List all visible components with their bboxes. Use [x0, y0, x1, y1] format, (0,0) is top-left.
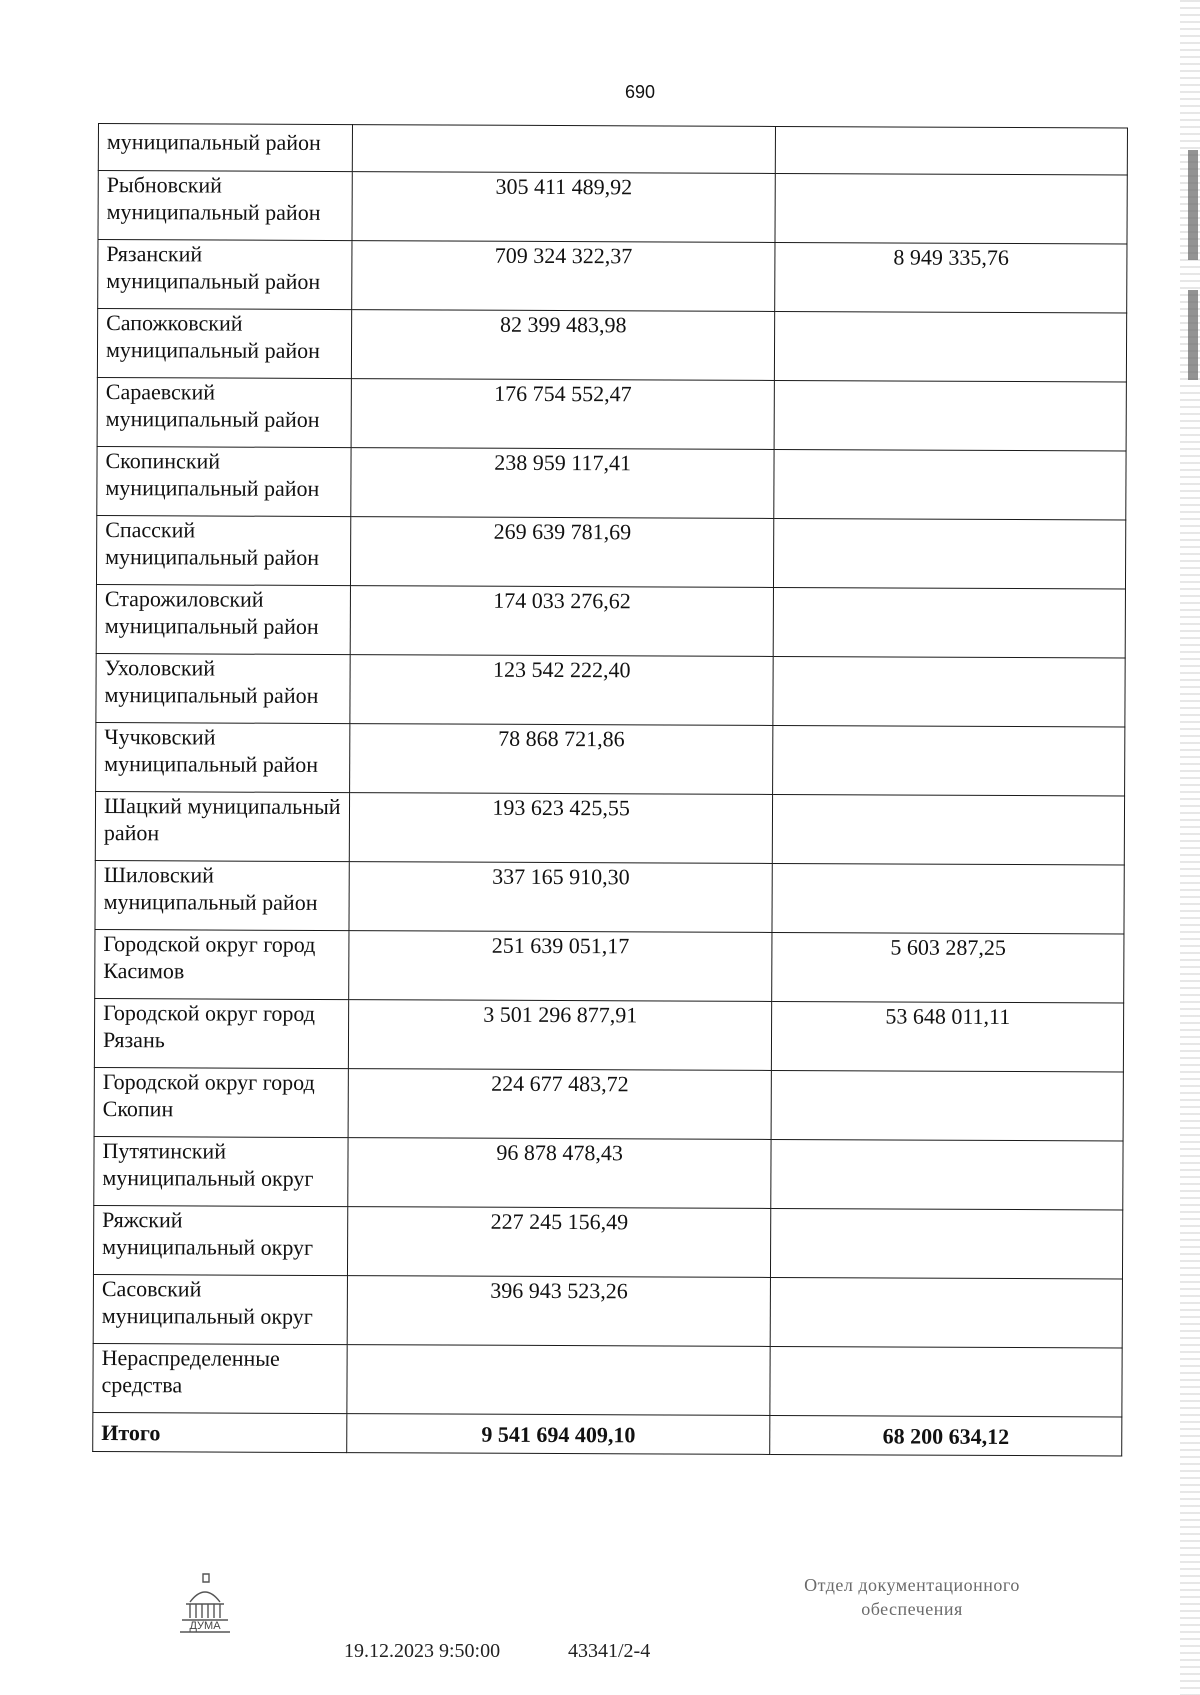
- table-row: [93, 1343, 1122, 1416]
- total-row: [93, 1412, 1122, 1455]
- municipality-name: Сапожковский муниципальный район: [97, 309, 351, 379]
- municipality-name: Ряжский муниципальный округ: [93, 1205, 347, 1275]
- amount-col3: [773, 725, 1125, 796]
- municipality-name: муниципальный район: [98, 124, 352, 172]
- amount-col2: 78 868 721,86: [349, 724, 773, 795]
- table-row: [95, 791, 1124, 864]
- amount-col3: [771, 1139, 1123, 1210]
- amount-col3: [773, 794, 1125, 865]
- amount-col3: [771, 1070, 1123, 1141]
- amount-col3: [774, 449, 1126, 520]
- scan-edge-mark: [1188, 290, 1198, 380]
- municipality-name: Городской округ город Скопин: [94, 1067, 348, 1137]
- amount-col2: 305 411 489,92: [352, 172, 776, 243]
- municipality-name: Шацкий муниципальный район: [95, 791, 349, 861]
- budget-table: [92, 123, 1128, 1456]
- table-row: [97, 377, 1126, 450]
- table-row: [93, 1274, 1122, 1347]
- stamp-line-2: обеспечения: [861, 1599, 963, 1619]
- table-row: [97, 309, 1126, 382]
- footer-reg-number: 43341/2-4: [568, 1640, 651, 1662]
- municipality-name: Сараевский муниципальный район: [97, 377, 351, 447]
- amount-col2: 224 677 483,72: [348, 1069, 772, 1140]
- amount-col3: [776, 126, 1128, 175]
- table-row: [98, 240, 1127, 313]
- total-label: Итого: [93, 1412, 347, 1452]
- scan-edge-mark: [1188, 150, 1198, 260]
- amount-col2: 238 959 117,41: [351, 448, 775, 519]
- municipality-name: Чучковский муниципальный район: [96, 722, 350, 792]
- amount-col2: 123 542 222,40: [350, 655, 774, 726]
- municipality-name: Рязанский муниципальный район: [98, 240, 352, 310]
- total-col2: 9 541 694 409,10: [347, 1414, 771, 1455]
- amount-col3: [774, 518, 1126, 589]
- table-row: [96, 515, 1125, 588]
- municipality-name: Сасовский муниципальный округ: [93, 1274, 347, 1344]
- municipality-name: Нераспределенные средства: [93, 1343, 347, 1413]
- amount-col2: 176 754 552,47: [351, 379, 775, 450]
- amount-col3: [770, 1346, 1122, 1417]
- amount-col2: 396 943 523,26: [347, 1276, 771, 1347]
- page-number: 690: [624, 82, 656, 102]
- amount-col2: 709 324 322,37: [352, 241, 776, 312]
- amount-col2: 337 165 910,30: [349, 862, 773, 933]
- municipality-name: Скопинский муниципальный район: [97, 446, 351, 516]
- amount-col3: [772, 863, 1124, 934]
- municipality-name: Спасский муниципальный район: [96, 515, 350, 585]
- amount-col2: [347, 1345, 771, 1416]
- amount-col2: 96 878 478,43: [348, 1138, 772, 1209]
- footer-date: 19.12.2023 9:50:00: [344, 1640, 501, 1662]
- amount-col2: 227 245 156,49: [347, 1207, 771, 1278]
- municipality-name: Ухоловский муниципальный район: [96, 653, 350, 723]
- amount-col3: [774, 587, 1126, 658]
- amount-col2: 82 399 483,98: [351, 310, 775, 381]
- amount-col3: 8 949 335,76: [775, 242, 1127, 313]
- amount-col3: [774, 380, 1126, 451]
- amount-col2: 269 639 781,69: [350, 517, 774, 588]
- amount-col2: 193 623 425,55: [349, 793, 773, 864]
- budget-table-body: [93, 124, 1128, 1456]
- amount-col3: 5 603 287,25: [772, 932, 1124, 1003]
- table-row: [93, 1205, 1122, 1278]
- stamp-line-1: Отдел документационного: [804, 1575, 1020, 1595]
- table-row: [98, 171, 1127, 244]
- table-row: [94, 998, 1123, 1071]
- amount-col2: 174 033 276,62: [350, 586, 774, 657]
- amount-col3: [771, 1277, 1123, 1348]
- amount-col2: 3 501 296 877,91: [348, 1000, 772, 1071]
- department-stamp: [776, 1573, 1048, 1621]
- amount-col3: [773, 656, 1125, 727]
- table-row: [97, 446, 1126, 519]
- municipality-name: Городской округ город Касимов: [95, 929, 349, 999]
- table-row: [95, 929, 1124, 1002]
- total-col3: 68 200 634,12: [770, 1415, 1122, 1456]
- table-row: [95, 860, 1124, 933]
- table-row: [94, 1067, 1123, 1140]
- logo-text: ДУМА: [189, 1620, 221, 1632]
- municipality-name: Шиловский муниципальный район: [95, 860, 349, 930]
- table-row: [96, 722, 1125, 795]
- municipality-name: Старожиловский муниципальный район: [96, 584, 350, 654]
- table-row: [94, 1136, 1123, 1209]
- table-row: [96, 584, 1125, 657]
- amount-col2: [352, 125, 776, 174]
- table-row: [98, 124, 1127, 175]
- table-row: [96, 653, 1125, 726]
- amount-col2: 251 639 051,17: [349, 931, 773, 1002]
- municipality-name: Городской округ город Рязань: [94, 998, 348, 1068]
- amount-col3: [771, 1208, 1123, 1279]
- municipality-name: Путятинский муниципальный округ: [94, 1136, 348, 1206]
- amount-col3: [775, 173, 1127, 244]
- amount-col3: [775, 311, 1127, 382]
- municipality-name: Рыбновский муниципальный район: [98, 171, 352, 241]
- amount-col3: 53 648 011,11: [772, 1001, 1124, 1072]
- duma-logo-icon: [176, 1572, 234, 1636]
